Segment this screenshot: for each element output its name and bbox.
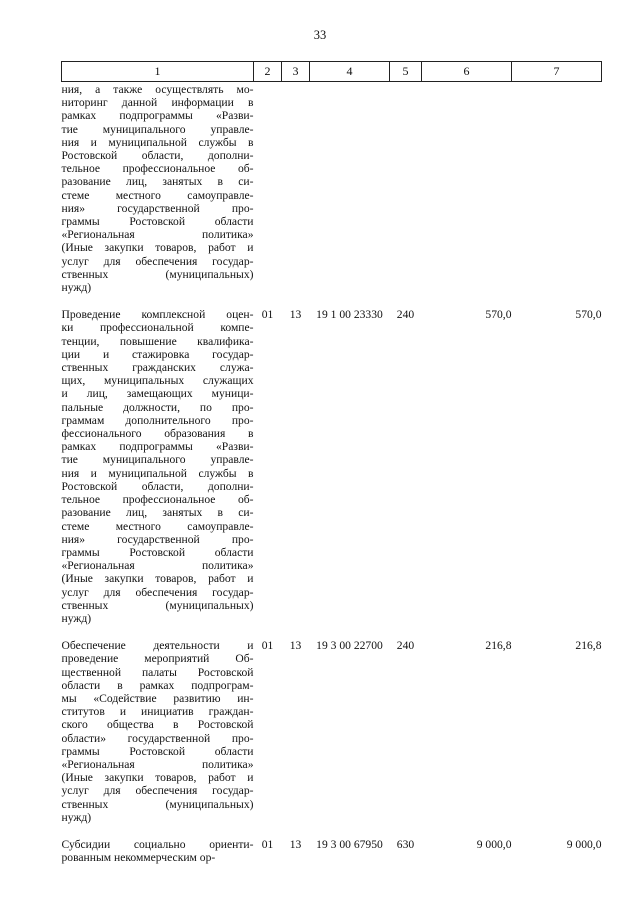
table-row bbox=[62, 82, 602, 295]
description-line: услуг для обеспечения государ- bbox=[61, 784, 254, 798]
description-line: тельное профессиональное об- bbox=[61, 493, 254, 507]
amount-value bbox=[512, 82, 602, 295]
column-header: 3 bbox=[282, 62, 310, 82]
description-line: граммам дополнительного про- bbox=[61, 413, 254, 427]
description-line: Субсидии социально ориенти- bbox=[61, 837, 254, 851]
subsection-code: 13 bbox=[289, 837, 302, 851]
description-line: Обеспечение деятельности и bbox=[61, 639, 254, 653]
description-line: тенции, повышение квалифика- bbox=[61, 334, 254, 348]
table-row bbox=[62, 294, 602, 625]
description-line: «Региональная политика» bbox=[61, 559, 254, 573]
target-article-code: 19 3 00 67950 bbox=[316, 837, 383, 851]
description-line: ственных (муниципальных) bbox=[61, 267, 254, 281]
description-line: рамках подпрограммы «Разви- bbox=[61, 440, 254, 454]
amount-value: 9 000,0 bbox=[566, 837, 602, 851]
amount-value bbox=[422, 82, 512, 295]
table-row bbox=[62, 625, 602, 824]
expense-type-code: 240 bbox=[396, 308, 415, 322]
description-line: граммы Ростовской области bbox=[61, 215, 254, 229]
description-line: разование лиц, занятых в си- bbox=[61, 175, 254, 189]
row-description bbox=[62, 824, 254, 864]
description-line: граммы Ростовской области bbox=[61, 744, 254, 758]
target-article-code: 19 1 00 23330 bbox=[316, 308, 383, 322]
section-code: 01 bbox=[261, 837, 274, 851]
description-line: щих, муниципальных служащих bbox=[61, 374, 254, 388]
expense-type-code: 630 bbox=[396, 837, 415, 851]
column-header: 7 bbox=[512, 62, 602, 82]
amount-value: 570,0 bbox=[575, 308, 602, 322]
description-line: рамках подпрограммы «Разви- bbox=[61, 109, 254, 123]
description-line: мы «Содействие развитию ин- bbox=[61, 691, 254, 705]
description-line: (Иные закупки товаров, работ и bbox=[61, 771, 254, 785]
page-number: 33 bbox=[313, 28, 327, 42]
description-line: тие муниципального управле- bbox=[61, 122, 254, 136]
amount-value: 570,0 bbox=[485, 308, 512, 322]
description-line: области» государственной про- bbox=[61, 731, 254, 745]
column-header: 6 bbox=[422, 62, 512, 82]
description-line: ния и муниципальной службы в bbox=[61, 466, 254, 480]
expense-type-code bbox=[390, 82, 422, 295]
section-code: 01 bbox=[261, 639, 274, 653]
description-line: услуг для обеспечения государ- bbox=[61, 585, 254, 599]
description-line: стеме местного самоуправле- bbox=[61, 519, 254, 533]
section-code bbox=[254, 82, 282, 295]
description-line: Проведение комплексной оцен- bbox=[61, 308, 254, 322]
table-row bbox=[62, 824, 602, 864]
description-line: ния и муниципальной службы в bbox=[61, 135, 254, 149]
description-line: стеме местного самоуправле- bbox=[61, 188, 254, 202]
description-line: ственных (муниципальных) bbox=[61, 598, 254, 612]
description-line: граммы Ростовской области bbox=[61, 545, 254, 559]
amount-value: 216,8 bbox=[485, 639, 512, 653]
description-line: пальные должности, по про- bbox=[61, 400, 254, 414]
description-line: ния» государственной про- bbox=[61, 201, 254, 215]
column-header: 4 bbox=[310, 62, 390, 82]
description-line: области в рамках подпрограм- bbox=[61, 678, 254, 692]
amount-value: 9 000,0 bbox=[476, 837, 512, 851]
description-line: ния» государственной про- bbox=[61, 532, 254, 546]
row-description bbox=[62, 82, 254, 295]
description-line: нужд) bbox=[61, 281, 92, 295]
row-description bbox=[62, 294, 254, 625]
description-line: разование лиц, занятых в си- bbox=[61, 506, 254, 520]
description-line: (Иные закупки товаров, работ и bbox=[61, 241, 254, 255]
description-line: ственных гражданских служа- bbox=[61, 361, 254, 375]
description-line: тельное профессиональное об- bbox=[61, 162, 254, 176]
column-header: 5 bbox=[390, 62, 422, 82]
subsection-code: 13 bbox=[289, 308, 302, 322]
description-line: тие муниципального управле- bbox=[61, 453, 254, 467]
target-article-code: 19 3 00 22700 bbox=[316, 639, 383, 653]
description-line: ния, а также осуществлять мо- bbox=[61, 83, 254, 96]
description-line: «Региональная политика» bbox=[61, 757, 254, 771]
section-code: 01 bbox=[261, 308, 274, 322]
target-article-code bbox=[310, 82, 390, 295]
column-header: 2 bbox=[254, 62, 282, 82]
description-line: ского общества в Ростовской bbox=[61, 718, 254, 732]
description-line: «Региональная политика» bbox=[61, 228, 254, 242]
header-row bbox=[62, 62, 602, 82]
description-line: щественной палаты Ростовской bbox=[61, 665, 254, 679]
description-line: услуг для обеспечения государ- bbox=[61, 254, 254, 268]
description-line: нужд) bbox=[61, 611, 92, 625]
amount-value: 216,8 bbox=[575, 639, 602, 653]
description-line: ниторинг данной информации в bbox=[61, 96, 254, 110]
description-line: Ростовской области, дополни- bbox=[61, 149, 254, 163]
description-line: ственных (муниципальных) bbox=[61, 797, 254, 811]
description-line: и лиц, замещающих муници- bbox=[61, 387, 254, 401]
row-description bbox=[62, 625, 254, 824]
description-line: ститутов и инициатив граждан- bbox=[61, 705, 254, 719]
subsection-code bbox=[282, 82, 310, 295]
expense-type-code: 240 bbox=[396, 639, 415, 653]
column-header: 1 bbox=[62, 62, 254, 82]
description-line: фессионального образования в bbox=[61, 427, 254, 441]
description-line: рованным некоммерческим ор- bbox=[61, 851, 216, 865]
budget-table bbox=[61, 61, 602, 864]
description-line: ки профессиональной компе- bbox=[61, 321, 254, 335]
subsection-code: 13 bbox=[289, 639, 302, 653]
description-line: нужд) bbox=[61, 810, 92, 824]
description-line: Ростовской области, дополни- bbox=[61, 479, 254, 493]
description-line: (Иные закупки товаров, работ и bbox=[61, 572, 254, 586]
description-line: проведение мероприятий Об- bbox=[61, 652, 254, 666]
description-line: ции и стажировка государ- bbox=[61, 347, 254, 361]
